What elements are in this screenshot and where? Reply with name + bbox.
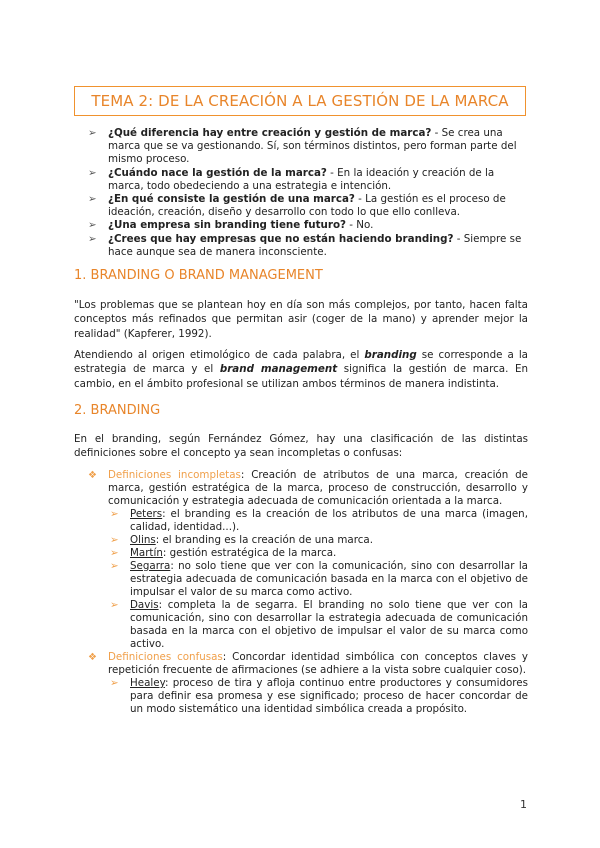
arrow-bullet-icon: ➢ xyxy=(110,560,119,572)
definition-text: : Creación de atributos de una marca, creación de marca, gestión estratégica de la marca, proceso de construcción, desarrollo y comunicación y estrategia adecuada de comunicación orientada a la marca. xyxy=(108,469,529,507)
answer-text: - No. xyxy=(346,219,374,232)
answer-text: - Se crea una marca que se va gestionando. Sí, son términos distintos, pero forman parte del mismo proceso. xyxy=(108,127,517,166)
question-text: ¿Qué diferencia hay entre creación y gestión de marca? xyxy=(108,127,432,139)
title-box xyxy=(74,86,526,116)
page-title: TEMA 2: DE LA CREACIÓN A LA GESTIÓN DE LA MARCA xyxy=(91,92,509,110)
diamond-bullet-icon: ❖ xyxy=(88,470,97,481)
page-number: 1 xyxy=(520,798,527,811)
author-text: : el branding es la creación de los atributos de una marca (imagen, calidad, identidad...). xyxy=(130,508,528,533)
author-name: Davis xyxy=(130,599,159,611)
author-item xyxy=(110,508,528,534)
author-text: : completa la de segarra. El branding no solo tiene que ver con la comunicación, sino con desarrollar la estrategia adecuada de comunicación basada en la marca con el objetivo de impulsar el valor de su marca como activo. xyxy=(130,599,528,650)
author-name: Segarra xyxy=(130,560,171,572)
arrow-bullet-icon: ➢ xyxy=(110,534,119,546)
author-text: : el branding es la creación de una marca. xyxy=(155,534,373,546)
arrow-bullet-icon: ➢ xyxy=(110,508,119,520)
branding-intro: En el branding, según Fernández Gómez, hay una clasificación de las distintas definiciones sobre el concepto ya sean incompletas o confusas: xyxy=(74,433,528,460)
author-name: Healey xyxy=(130,677,165,689)
author-name: Peters xyxy=(130,508,163,520)
arrow-bullet-icon: ➢ xyxy=(110,677,119,689)
arrow-bullet-icon: ➢ xyxy=(88,193,97,206)
author-name: Olins xyxy=(130,534,156,546)
arrow-bullet-icon: ➢ xyxy=(110,599,119,611)
kapferer-quote: "Los problemas que se plantean hoy en día son más complejos, por tanto, hacen falta conceptos más refinados que permitan asir (coger de la mano) y aprender mejor la realidad" (Kapferer, 1992). xyxy=(74,299,528,340)
arrow-bullet-icon: ➢ xyxy=(88,232,97,245)
author-item xyxy=(110,599,528,651)
author-item xyxy=(110,560,528,599)
author-item xyxy=(110,547,528,560)
arrow-bullet-icon: ➢ xyxy=(88,127,97,139)
diamond-bullet-icon: ❖ xyxy=(88,652,97,663)
answer-text: - Siempre se hace aunque sea de manera inconsciente. xyxy=(108,232,522,258)
author-text: : no solo tiene que ver con la comunicación, sino con desarrollar la estrategia adecuada de comunicación basada en la marca con el objetivo de impulsar el valor de su marca como activo. xyxy=(130,560,528,598)
etymology-paragraph xyxy=(74,348,528,391)
answer-text: - En la ideación y creación de la marca, todo obedeciendo a una estrategia e intención. xyxy=(108,166,495,192)
question-text: ¿Una empresa sin branding tiene futuro? xyxy=(108,219,347,232)
author-item xyxy=(110,534,528,547)
arrow-bullet-icon: ➢ xyxy=(88,219,97,232)
answer-text: - La gestión es el proceso de ideación, creación, diseño y desarrollo con todo lo que ello conlleva. xyxy=(108,193,506,219)
list-item xyxy=(88,127,528,167)
term-brand-management: brand management xyxy=(219,363,338,376)
term-branding: branding xyxy=(364,349,417,361)
question-text: ¿En qué consiste la gestión de una marca? xyxy=(108,193,355,206)
question-text: ¿Crees que hay empresas que no están haciendo branding? xyxy=(108,232,454,245)
list-item xyxy=(88,167,528,193)
definitions-list xyxy=(88,469,528,716)
definition-incomplete xyxy=(88,469,528,508)
list-item xyxy=(88,219,528,232)
arrow-bullet-icon: ➢ xyxy=(110,547,119,559)
arrow-bullet-icon: ➢ xyxy=(88,166,97,179)
section-heading-1: 1. BRANDING O BRAND MANAGEMENT xyxy=(74,268,323,283)
text-span: Atendiendo al origen etimológico de cada palabra, el xyxy=(74,349,365,361)
list-item xyxy=(88,193,528,219)
section-heading-2: 2. BRANDING xyxy=(74,403,161,418)
author-name: Martín xyxy=(130,547,163,559)
list-item xyxy=(88,233,528,259)
author-text: : proceso de tira y afloja continuo entre productores y consumidores para definir esa promesa y ese significado; proceso de hacer concordar de un modo sistemático una identidad simbólica creada a propósito. xyxy=(130,677,528,715)
definition-label: Definiciones confusas xyxy=(108,651,223,663)
text-span: se corresponde a la estrategia de marca y el xyxy=(74,349,528,376)
definition-confusing xyxy=(88,651,528,677)
text-span: significa la gestión de marca. En cambio, en el ámbito profesional se utilizan ambos términos de manera indistinta. xyxy=(74,363,528,390)
author-text: : gestión estratégica de la marca. xyxy=(162,547,337,559)
definition-label: Definiciones incompletas xyxy=(108,469,241,481)
author-item xyxy=(110,677,528,716)
definition-text: : Concordar identidad simbólica con conceptos claves y repetición frecuente de afirmaciones (se adhiere a la vista sobre cualquier coso). xyxy=(108,651,528,676)
question-list xyxy=(88,127,528,259)
question-text: ¿Cuándo nace la gestión de la marca? xyxy=(108,166,327,179)
